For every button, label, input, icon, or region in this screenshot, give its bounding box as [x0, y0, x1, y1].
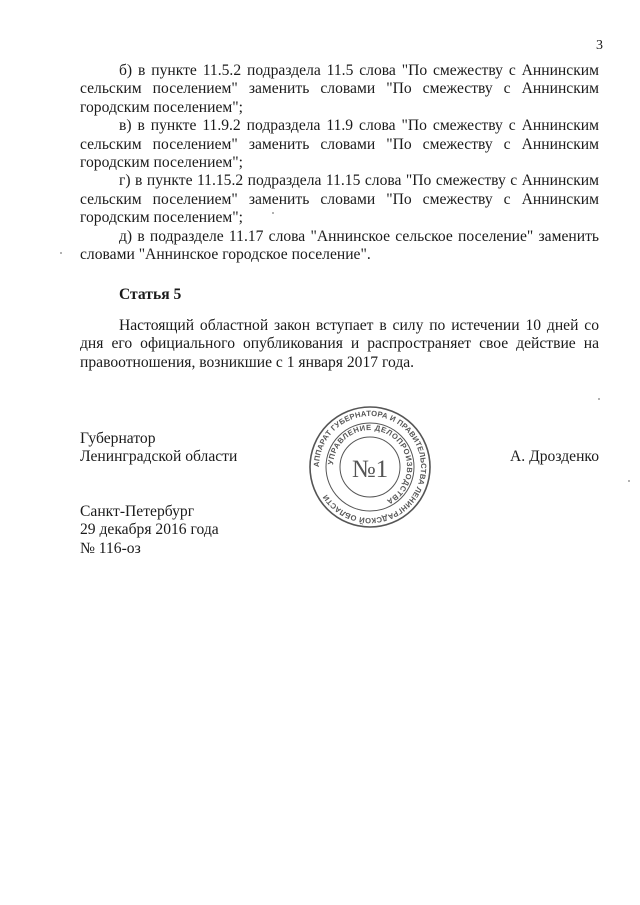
scan-speck [598, 398, 600, 400]
scan-speck [628, 480, 630, 482]
seal-number: №1 [351, 456, 389, 483]
signatory-title [80, 430, 237, 467]
document-body [80, 62, 599, 372]
scan-speck [60, 252, 62, 254]
place-date-block [80, 503, 219, 558]
article-text: Настоящий областной закон вступает в силу по истечении 10 дней со дня его официального опубликования и распространяет свое действие на правоотношения, возникшие с 1 января 2017 года. [80, 316, 599, 371]
law-number: № 116-оз [80, 539, 141, 557]
signatory-title-line1: Губернатор [80, 430, 156, 447]
amendment-v: в) в пункте 11.9.2 подраздела 11.9 слова "По смежеству с Аннинским сельским поселением" заменить словами "По смежеству с Аннинским городским поселением"; [80, 117, 599, 172]
page-number: 3 [596, 38, 603, 53]
signatory-title-line2: Ленинградской области [80, 448, 238, 466]
official-seal [308, 405, 432, 529]
seal-outer-text: АППАРАТ ГУБЕРНАТОРА И ПРАВИТЕЛЬСТВА ЛЕНИНГРАДСКОЙ ОБЛАСТИ [311, 408, 429, 526]
article-heading: Статья 5 [119, 286, 182, 304]
signatory-name: А. Дрозденко [510, 448, 599, 465]
amendment-g: г) в пункте 11.15.2 подраздела 11.15 слова "По смежеству с Аннинским сельским поселением" заменить словами "По смежеству с Аннинским городским поселением"; [80, 172, 599, 227]
city: Санкт-Петербург [80, 503, 195, 520]
date: 29 декабря 2016 года [80, 521, 219, 539]
amendment-b: б) в пункте 11.5.2 подраздела 11.5 слова "По смежеству с Аннинским сельским поселением" заменить словами "По смежеству с Аннинским городским поселением"; [80, 62, 599, 116]
scan-speck [272, 212, 274, 214]
amendment-d: д) в подразделе 11.17 слова "Аннинское сельское поселение" заменить словами "Аннинское городское поселение". [80, 227, 599, 264]
seal-inner-text: УПРАВЛЕНИЕ ДЕЛОПРОИЗВОДСТВА [326, 422, 415, 507]
